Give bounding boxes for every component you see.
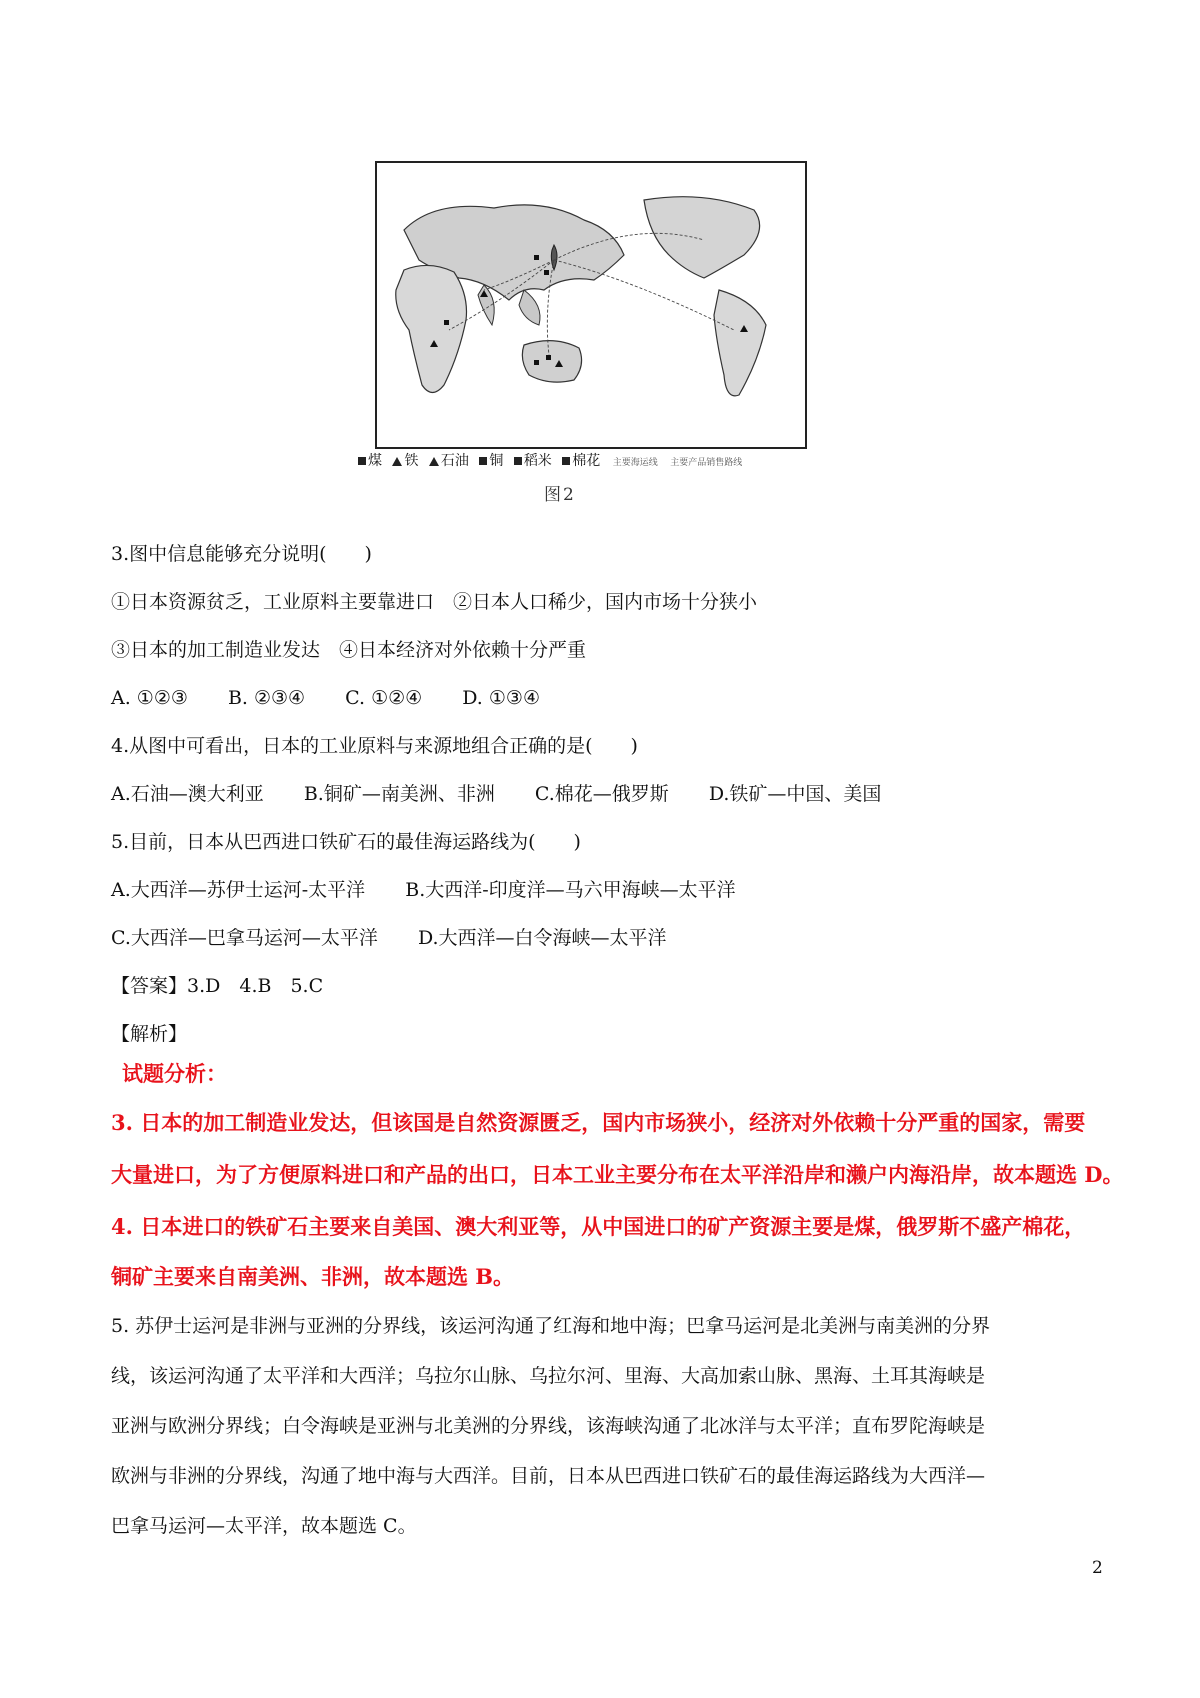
page-number: 2 <box>1092 1558 1103 1578</box>
q3-option-d: D. ①③④ <box>462 687 540 709</box>
legend-rice: 稻米 <box>523 453 552 469</box>
japan-resource-map-figure <box>368 160 808 469</box>
world-map-image <box>374 160 808 450</box>
legend-cotton: 棉花 <box>572 453 601 469</box>
q3-option-c: C. ①②④ <box>345 687 423 709</box>
analysis-5-line-2: 线，该运河沟通了太平洋和大西洋；乌拉尔山脉、乌拉尔河、里海、大高加索山脉、黑海、土耳其海峡是 <box>111 1365 986 1387</box>
legend-oil: 石油 <box>440 453 469 469</box>
question-5-options-row-1 <box>111 876 770 904</box>
iron-marker-icon <box>392 457 402 466</box>
legend-coal: 煤 <box>368 453 382 469</box>
analysis-5-line-4: 欧洲与非洲的分界线，沟通了地中海与大西洋。目前，日本从巴西进口铁矿石的最佳海运路线为大西洋— <box>111 1465 986 1487</box>
question-4-stem: 4.从图中可看出，日本的工业原料与来源地组合正确的是( ) <box>111 735 638 757</box>
question-3-options <box>111 684 574 712</box>
cotton-marker-icon <box>562 457 570 465</box>
analysis-subhead: 试题分析： <box>122 1061 227 1086</box>
legend-shipping-route: 主要海运线 <box>612 458 658 468</box>
rice-marker-icon <box>514 457 522 465</box>
question-5-stem: 5.目前，日本从巴西进口铁矿石的最佳海运路线为( ) <box>111 831 581 853</box>
analysis-4-line-1: 4. 日本进口的铁矿石主要来自美国、澳大利亚等，从中国进口的矿产资源主要是煤，俄罗斯不盛产棉花， <box>111 1214 1086 1239</box>
legend-iron: 铁 <box>404 453 419 469</box>
q4-option-d: D.铁矿—中国、美国 <box>708 783 882 805</box>
analysis-5-line-5: 巴拿马运河—太平洋，故本题选 C。 <box>111 1515 417 1537</box>
map-legend <box>352 450 832 474</box>
answer-line: 【答案】3.D 4.B 5.C <box>111 975 324 997</box>
analysis-3-line-2: 大量进口，为了方便原料进口和产品的出口，日本工业主要分布在太平洋沿岸和濑户内海沿岸，故本题选 D。 <box>111 1162 1124 1187</box>
analysis-header: 【解析】 <box>111 1023 188 1045</box>
q5-option-a: A.大西洋—苏伊士运河-太平洋 <box>111 879 366 901</box>
question-4-options <box>111 780 915 808</box>
analysis-3-line-1: 3. 日本的加工制造业发达，但该国是自然资源匮乏，国内市场狭小，经济对外依赖十分严重的国家，需要 <box>111 1110 1086 1135</box>
q3-option-b: B. ②③④ <box>227 687 306 709</box>
analysis-4-line-2: 铜矿主要来自南美洲、非洲，故本题选 B。 <box>111 1264 515 1289</box>
coal-marker-icon <box>358 457 366 465</box>
q4-option-b: B.铜矿—南美洲、非洲 <box>303 783 495 805</box>
question-3-statement-2: ③日本的加工制造业发达 ④日本经济对外依赖十分严重 <box>111 639 587 661</box>
question-3-stem: 3.图中信息能够充分说明( ) <box>111 543 372 565</box>
q5-option-c: C.大西洋—巴拿马运河—太平洋 <box>111 927 378 949</box>
question-3-statement-1: ①日本资源贫乏，工业原料主要靠进口 ②日本人口稀少，国内市场十分狭小 <box>111 591 758 613</box>
q5-option-b: B.大西洋-印度洋—马六甲海峡—太平洋 <box>405 879 736 901</box>
q4-option-c: C.棉花—俄罗斯 <box>534 783 669 805</box>
analysis-5-line-3: 亚洲与欧洲分界线；白令海峡是亚洲与北美洲的分界线，该海峡沟通了北冰洋与太平洋；直布罗陀海峡是 <box>111 1415 986 1437</box>
oil-marker-icon <box>429 457 439 466</box>
legend-copper: 铜 <box>489 453 504 469</box>
legend-product-route: 主要产品销售路线 <box>670 458 743 468</box>
q4-option-a: A.石油—澳大利亚 <box>111 783 264 805</box>
figure-caption: 图2 <box>544 485 576 505</box>
q3-option-a: A. ①②③ <box>111 687 188 709</box>
question-5-options-row-2 <box>111 924 701 952</box>
copper-marker-icon <box>479 457 487 465</box>
q5-option-d: D.大西洋—白令海峡—太平洋 <box>417 927 667 949</box>
analysis-5-line-1: 5. 苏伊士运河是非洲与亚洲的分界线，该运河沟通了红海和地中海；巴拿马运河是北美洲与南美洲的分界 <box>111 1315 991 1337</box>
